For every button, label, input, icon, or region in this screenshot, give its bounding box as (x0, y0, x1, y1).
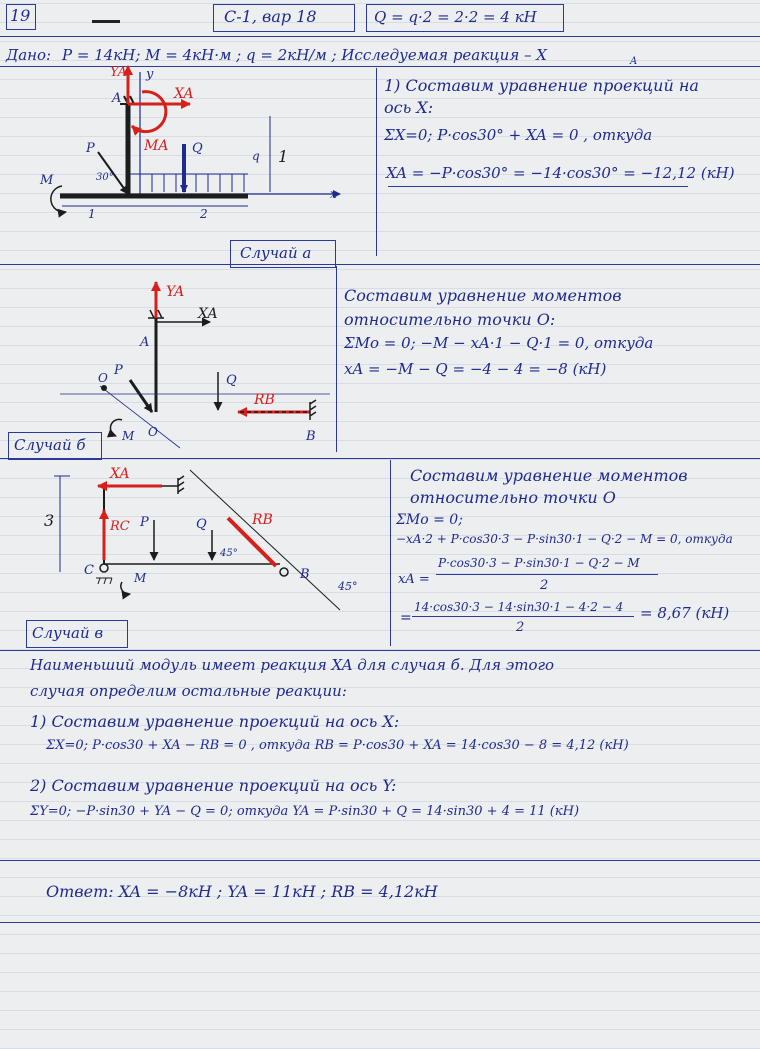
distributed-load-arrows (140, 174, 244, 192)
label-dim-2: 2 (200, 207, 208, 221)
moment-m-arc (51, 186, 66, 212)
case-a-step-title-1: 1) Составим уравнение проекций на (384, 76, 699, 95)
force-p-arrow (130, 380, 152, 412)
case-c-caption: Случай в (32, 624, 104, 642)
page-number: 19 (10, 6, 31, 25)
label-m: M (40, 173, 54, 188)
label-o-top: O (98, 371, 108, 385)
moment-m-arc (121, 582, 130, 594)
conclusion-line-1: Наименьший модуль имеет реакция XA для случая б. Для этого (30, 656, 555, 674)
label-xa: XA (110, 466, 130, 482)
case-c-equation-2: −xA·2 + P·cos30·3 − P·sin30·1 − Q·2 − M = 0, откуда (396, 532, 733, 546)
label-height: 1 (278, 147, 289, 166)
support-b (280, 568, 288, 576)
label-o: O (148, 425, 158, 439)
case-c-line-2: относительно точки O (410, 488, 616, 507)
support-c-ground (96, 578, 112, 584)
label-angle-2: 45° (338, 580, 358, 593)
q-formula: Q = q·2 = 2·2 = 4 кН (374, 8, 537, 26)
label-a: A (140, 335, 150, 350)
case-a-caption: Случай а (240, 244, 312, 262)
label-xa: XA (198, 306, 218, 322)
case-a-step-title-2: ось X: (384, 98, 434, 117)
label-rc: RC (110, 519, 130, 534)
support-b (310, 400, 316, 420)
label-x: x (330, 187, 337, 201)
label-p: P (140, 515, 149, 530)
support-top (178, 476, 184, 494)
case-a-equation-2: XA = −P·cos30° = −14·cos30° = −12,12 (кН) (386, 164, 735, 182)
moment-ma-arc (132, 92, 166, 132)
label-ya: YA (110, 65, 127, 80)
case-b-equation-2: xA = −M − Q = −4 − 4 = −8 (кН) (344, 360, 607, 378)
label-b: B (300, 567, 310, 582)
label-y: y (146, 67, 154, 82)
label-a: A (112, 91, 122, 106)
case-b-diagram (60, 282, 330, 448)
moment-m-arc (110, 419, 122, 436)
label-q: Q (196, 517, 207, 532)
label-dim-1: 1 (88, 207, 96, 221)
support-c (100, 564, 108, 572)
case-b-line-1: Составим уравнение моментов (344, 286, 622, 305)
case-c-diagram (44, 466, 358, 610)
step-2-title: 2) Составим уравнение проекций на ось Y: (30, 776, 397, 795)
step-2-equation: ΣY=0; −P·sin30 + YA − Q = 0; откуда YA = P·sin30 + Q = 14·sin30 + 4 = 11 (кН) (30, 804, 580, 819)
label-angle-1: 45° (220, 548, 238, 559)
case-c-result: = 8,67 (кН) (640, 604, 730, 622)
label-angle: 30° (96, 172, 114, 183)
label-p: P (114, 363, 123, 378)
case-c-fraction-1-denominator: 2 (540, 578, 549, 593)
label-b: B (306, 429, 316, 444)
case-c-fraction-2-denominator: 2 (516, 620, 525, 635)
case-c-line-1: Составим уравнение моментов (410, 466, 688, 485)
answer-text: Ответ: XA = −8кН ; YA = 11кН ; RB = 4,12кН (46, 882, 438, 901)
given-label: Дано: (6, 46, 52, 64)
label-q-force: Q (192, 141, 203, 156)
case-b-caption: Случай б (14, 436, 86, 454)
label-m: M (134, 571, 147, 585)
given-text: P = 14кН; M = 4кН·м ; q = 2кН/м ; Исследуемая реакция – X (62, 46, 547, 64)
label-xa: XA (174, 86, 194, 102)
case-c-xa-label: xA = (398, 572, 430, 587)
label-c: C (84, 563, 94, 578)
label-q: Q (226, 373, 237, 388)
case-c-fraction-2-numerator: 14·cos30·3 − 14·sin30·1 − 4·2 − 4 (414, 600, 624, 614)
label-rb: RB (252, 512, 273, 528)
case-b-equation-1: ΣMo = 0; −M − xA·1 − Q·1 = 0, откуда (344, 334, 654, 352)
label-p: P (86, 141, 95, 156)
step-1-title: 1) Составим уравнение проекций на ось X: (30, 712, 400, 731)
label-height: 3 (44, 511, 55, 530)
point-o-dot (101, 385, 107, 391)
label-q-load: q (252, 149, 260, 163)
case-c-equation-1: ΣMo = 0; (396, 512, 463, 528)
label-rb: RB (254, 392, 275, 408)
label-ya: YA (166, 284, 185, 300)
variant-label: С-1, вар 18 (224, 7, 317, 26)
case-c-fraction-1-numerator: P·cos30·3 − P·sin30·1 − Q·2 − M (438, 556, 640, 570)
conclusion-line-2: случая определим остальные реакции: (30, 682, 347, 700)
label-m: M (122, 429, 135, 443)
step-1-equation: ΣX=0; P·cos30 + XA − RB = 0 , откуда RB = P·cos30 + XA = 14·cos30 − 8 = 4,12 (кН) (46, 738, 629, 753)
case-a-diagram (39, 65, 340, 221)
case-c-equals: = (400, 610, 412, 626)
given-subscript: A (630, 56, 638, 67)
case-a-equation-1: ΣX=0; P·cos30° + XA = 0 , откуда (384, 126, 653, 144)
case-b-line-2: относительно точки O: (344, 310, 556, 329)
label-ma: MA (144, 138, 169, 154)
